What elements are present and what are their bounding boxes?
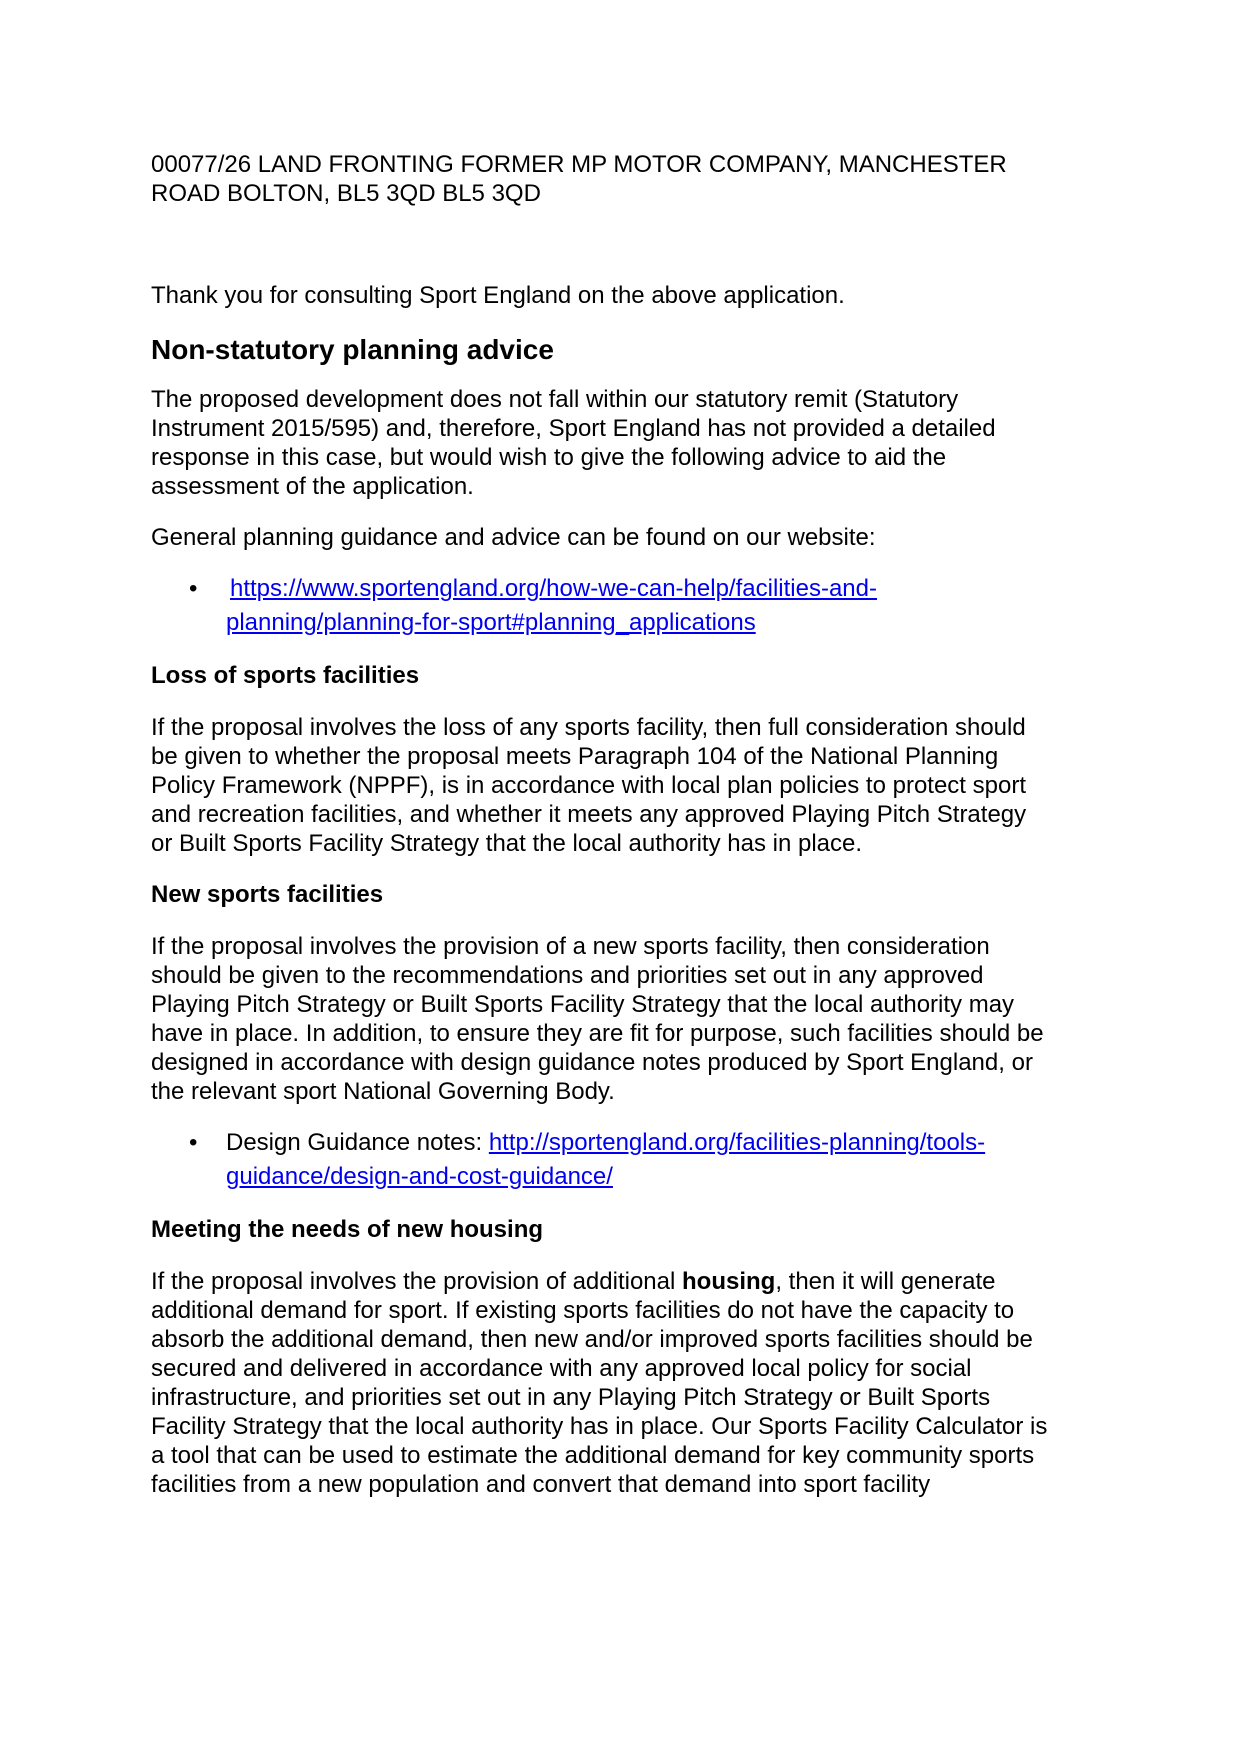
link-line: https://www.sportengland.org/how-we-can-help/facilities-and- <box>230 575 877 602</box>
paragraph-line: If the proposal involves the provision of a new sports facility, then consideration <box>151 933 990 960</box>
paragraph-line: be given to whether the proposal meets Paragraph 104 of the National Planning <box>151 743 999 770</box>
website-link[interactable] <box>226 575 877 636</box>
paragraph-line: Facility Strategy that the local authority has in place. Our Sports Facility Calculator is <box>151 1413 1048 1440</box>
paragraph-line: If the proposal involves the loss of any sports facility, then full consideration should <box>151 714 1026 741</box>
application-heading <box>151 150 1091 208</box>
heading-line: 00077/26 LAND FRONTING FORMER MP MOTOR COMPANY, MANCHESTER <box>151 151 1007 178</box>
housing-title: Meeting the needs of new housing <box>151 1216 544 1243</box>
new-facilities-paragraph <box>151 932 1091 1106</box>
paragraph-line: assessment of the application. <box>151 473 474 500</box>
link-line: guidance/design-and-cost-guidance/ <box>226 1163 613 1190</box>
paragraph-line: Policy Framework (NPPF), is in accordance with local plan policies to protect sport <box>151 772 1026 799</box>
link-line: http://sportengland.org/facilities-planning/tools- <box>488 1129 986 1156</box>
intro-paragraph: Thank you for consulting Sport England on the above application. <box>151 282 845 309</box>
text-run: , then it will generate <box>775 1268 996 1295</box>
loss-paragraph <box>151 713 1091 858</box>
housing-paragraph <box>151 1267 1091 1499</box>
paragraph-line: facilities from a new population and convert that demand into sport facility <box>151 1471 931 1498</box>
list-item <box>151 1126 1091 1194</box>
list-item <box>151 572 1091 640</box>
paragraph-line: or Built Sports Facility Strategy that the local authority has in place. <box>151 830 863 857</box>
paragraph-line: and recreation facilities, and whether it meets any approved Playing Pitch Strategy <box>151 801 1027 828</box>
heading-line: ROAD BOLTON, BL5 3QD BL5 3QD <box>151 180 541 207</box>
document-page <box>151 150 1091 1499</box>
bullet-icon: • <box>189 575 198 602</box>
paragraph-line: secured and delivered in accordance with any approved local policy for social <box>151 1355 972 1382</box>
link-line: planning/planning-for-sport#planning_applications <box>226 609 756 636</box>
design-guidance-label: Design Guidance notes: <box>226 1129 489 1156</box>
paragraph-line: Instrument 2015/595) and, therefore, Sport England has not provided a detailed <box>151 415 996 442</box>
paragraph-line: absorb the additional demand, then new and/or improved sports facilities should be <box>151 1326 1033 1353</box>
paragraph-line <box>151 1267 1091 1296</box>
paragraph-line: have in place. In addition, to ensure they are fit for purpose, such facilities should be <box>151 1020 1044 1047</box>
paragraph-line: additional demand for sport. If existing sports facilities do not have the capacity to <box>151 1297 1015 1324</box>
paragraph-line: the relevant sport National Governing Body. <box>151 1078 615 1105</box>
paragraph-line: a tool that can be used to estimate the additional demand for key community sports <box>151 1442 1035 1469</box>
bullet-icon: • <box>189 1129 198 1156</box>
paragraph-line: response in this case, but would wish to give the following advice to aid the <box>151 444 947 471</box>
paragraph-line: should be given to the recommendations and priorities set out in any approved <box>151 962 984 989</box>
text-run: If the proposal involves the provision of additional <box>151 1268 682 1295</box>
paragraph-line: infrastructure, and priorities set out in any Playing Pitch Strategy or Built Sports <box>151 1384 991 1411</box>
section-title: Non-statutory planning advice <box>151 334 554 365</box>
paragraph-line: designed in accordance with design guidance notes produced by Sport England, or <box>151 1049 1033 1076</box>
new-facilities-title: New sports facilities <box>151 881 384 908</box>
loss-title: Loss of sports facilities <box>151 662 420 689</box>
emphasis-text: housing <box>682 1268 776 1295</box>
paragraph-line: The proposed development does not fall within our statutory remit (Statutory <box>151 386 959 413</box>
paragraph-line: Playing Pitch Strategy or Built Sports Facility Strategy that the local authority may <box>151 991 1015 1018</box>
guidance-intro: General planning guidance and advice can be found on our website: <box>151 524 876 551</box>
remit-paragraph <box>151 385 1091 501</box>
